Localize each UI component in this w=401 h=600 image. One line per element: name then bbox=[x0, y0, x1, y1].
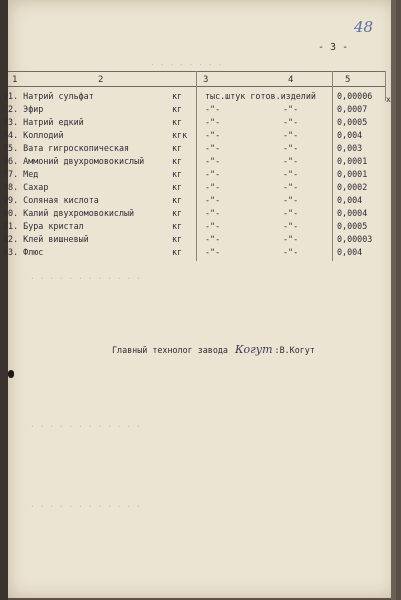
bleed-through: . . . . . . . . bbox=[150, 58, 223, 67]
bleed-through: . . . . . . . . . . . . bbox=[30, 500, 141, 509]
material-norm: 0,0001 bbox=[337, 156, 368, 166]
material-count: -"- bbox=[283, 208, 299, 218]
material-norm: 0,0007 bbox=[337, 104, 368, 114]
material-name: 78. Сахар bbox=[3, 182, 49, 192]
material-base: -"- bbox=[205, 208, 221, 218]
material-unit: кг bbox=[172, 143, 183, 153]
material-name: 83. Флюс bbox=[3, 247, 44, 257]
column-number: 1 bbox=[12, 75, 18, 85]
material-base: -"- bbox=[205, 104, 221, 114]
material-norm: 0,004 bbox=[337, 247, 363, 257]
material-name: 81. Бура кристал bbox=[3, 221, 84, 231]
column-number: 4 bbox=[288, 75, 294, 85]
column-number: 5 bbox=[345, 75, 351, 85]
material-unit: кг bbox=[172, 169, 183, 179]
material-count: -"- bbox=[283, 221, 299, 231]
material-count: -"- bbox=[283, 169, 299, 179]
column-number: 3 bbox=[203, 75, 209, 85]
material-name: 79. Соляная кислота bbox=[3, 195, 99, 205]
material-unit: кг bbox=[172, 104, 183, 114]
material-base: -"- bbox=[205, 221, 221, 231]
material-unit: кг bbox=[172, 247, 183, 257]
material-norm: 0,0005 bbox=[337, 221, 368, 231]
material-base: -"- bbox=[205, 234, 221, 244]
material-count: -"- bbox=[283, 234, 299, 244]
bleed-through: . . . . . . . . . . . . bbox=[30, 420, 141, 429]
punch-hole bbox=[8, 370, 14, 378]
material-name: 75. Вата гигроскопическая bbox=[3, 143, 130, 153]
material-unit: кг bbox=[172, 182, 183, 192]
material-name: 74. Коллодий bbox=[3, 130, 64, 140]
material-norm: 0,0004 bbox=[337, 208, 368, 218]
material-norm: 0,0005 bbox=[337, 117, 368, 127]
material-base: -"- bbox=[205, 169, 221, 179]
material-base: -"- bbox=[205, 247, 221, 257]
material-count: -"- bbox=[283, 156, 299, 166]
handwritten-page-number: 48 bbox=[354, 18, 374, 36]
material-name: 76. Аммоний двухромовокислый bbox=[3, 156, 145, 166]
material-base: -"- bbox=[205, 195, 221, 205]
column-divider bbox=[196, 71, 197, 261]
handwritten-signature: Когут bbox=[235, 343, 273, 356]
material-norm: 0,00003 bbox=[337, 234, 373, 244]
material-name: 72. Эфир bbox=[3, 104, 44, 114]
material-base: -"- bbox=[205, 182, 221, 192]
material-name: 77. Мед bbox=[3, 169, 39, 179]
material-unit: кг bbox=[172, 195, 183, 205]
material-base: -"- bbox=[205, 143, 221, 153]
material-norm: 0,004 bbox=[337, 130, 363, 140]
material-count: -"- bbox=[283, 182, 299, 192]
signature-line bbox=[112, 343, 315, 356]
signatory-title: Главный технолог завода bbox=[112, 345, 228, 355]
material-name: 71. Натрий сульфат bbox=[3, 91, 94, 101]
material-norm: 0,00006 bbox=[337, 91, 373, 101]
material-unit: кг bbox=[172, 117, 183, 127]
table-header-rule bbox=[8, 86, 386, 87]
material-norm: 0,0002 bbox=[337, 182, 368, 192]
material-norm: 0,0001 bbox=[337, 169, 368, 179]
material-name: 73. Натрий едкий bbox=[3, 117, 84, 127]
material-unit: кг bbox=[172, 234, 183, 244]
table-top-rule bbox=[8, 71, 386, 72]
material-count: -"- bbox=[283, 104, 299, 114]
material-count: -"- bbox=[283, 143, 299, 153]
page-number: - 3 - bbox=[318, 42, 349, 53]
material-base: тыс.штук готов.изделий bbox=[205, 91, 316, 101]
material-norm: 0,004 bbox=[337, 195, 363, 205]
material-unit: кгк bbox=[172, 130, 188, 140]
column-divider bbox=[332, 71, 333, 261]
material-base: -"- bbox=[205, 130, 221, 140]
material-unit: кг bbox=[172, 221, 183, 231]
material-norm: 0,003 bbox=[337, 143, 363, 153]
signatory-name: :В.Когут bbox=[274, 345, 315, 355]
binding-strip bbox=[0, 0, 8, 600]
sheet-edge bbox=[391, 0, 396, 600]
material-count: -"- bbox=[283, 247, 299, 257]
material-count: -"- bbox=[283, 130, 299, 140]
material-count: -"- bbox=[283, 117, 299, 127]
material-base: -"- bbox=[205, 156, 221, 166]
material-base: -"- bbox=[205, 117, 221, 127]
material-count: -"- bbox=[283, 195, 299, 205]
margin-mark: x bbox=[386, 95, 391, 104]
material-name: 80. Калий двухромовокислый bbox=[3, 208, 135, 218]
column-number: 2 bbox=[98, 75, 104, 85]
material-unit: кг bbox=[172, 91, 183, 101]
material-unit: кг bbox=[172, 208, 183, 218]
material-unit: кг bbox=[172, 156, 183, 166]
material-name: 82. Клей вишневый bbox=[3, 234, 89, 244]
bleed-through: . . . . . . . . . . . . bbox=[30, 272, 141, 281]
